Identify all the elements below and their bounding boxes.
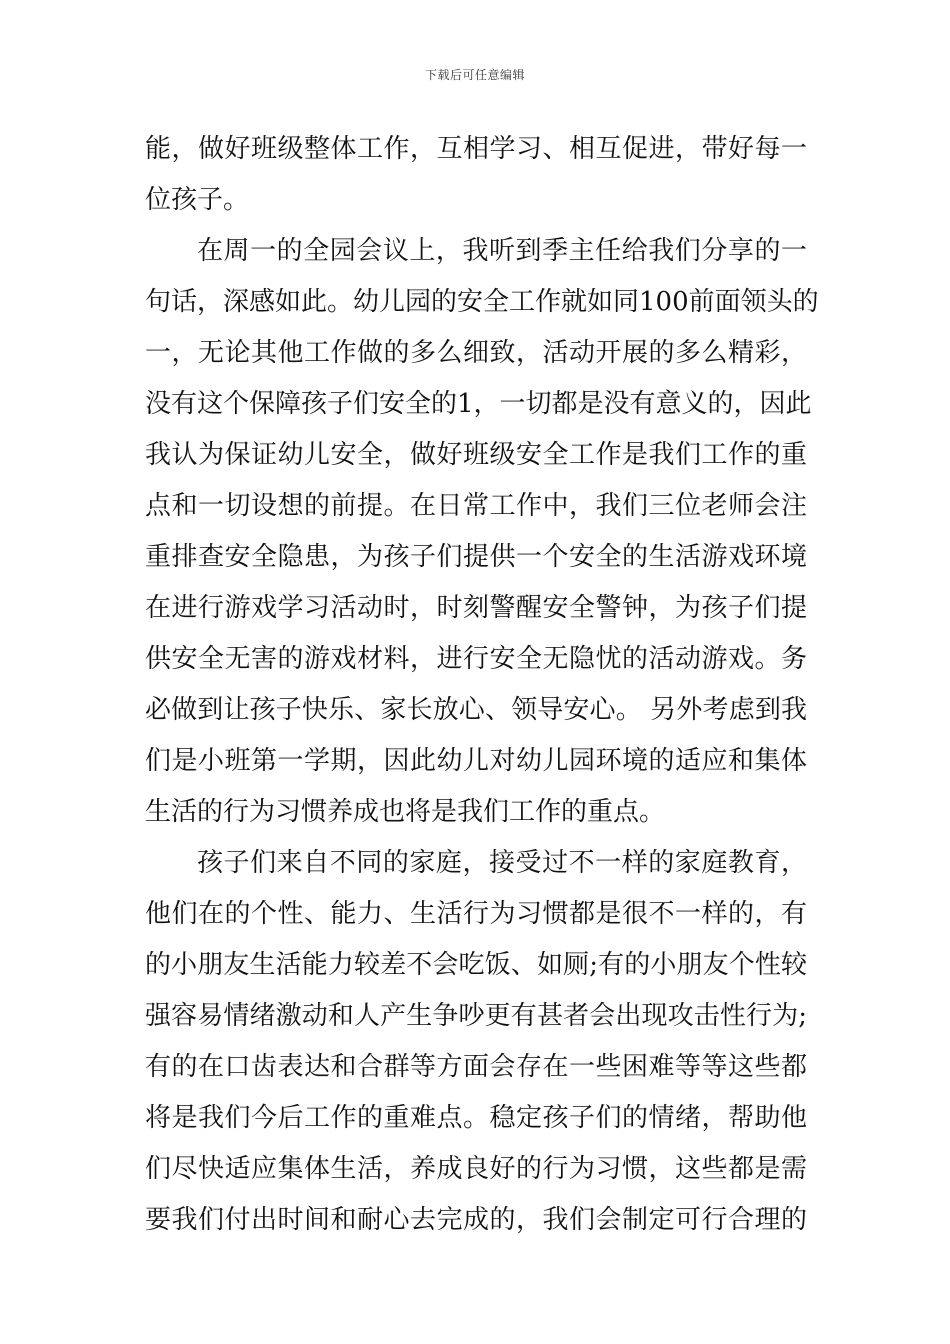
text-line: 点和一切设想的前提。在日常工作中，我们三位老师会注 xyxy=(145,491,807,521)
text-line: 强容易情绪激动和人产生争吵更有甚者会出现攻击性行为; xyxy=(145,1001,807,1031)
text-line: 重排查安全隐患，为孩子们提供一个安全的生活游戏环境 xyxy=(145,542,807,572)
text-line: 要我们付出时间和耐心去完成的，我们会制定可行合理的 xyxy=(145,1205,807,1235)
text-line: 句话，深感如此。幼儿园的安全工作就如同100前面领头的 xyxy=(145,287,819,317)
header-note: 下载后可任意编辑 xyxy=(424,68,525,82)
text-line: 位孩子。 xyxy=(145,185,250,215)
body-text xyxy=(145,124,819,1246)
text-line: 的小朋友生活能力较差不会吃饭、如厕;有的小朋友个性较 xyxy=(145,950,807,980)
text-line: 们尽快适应集体生活，养成良好的行为习惯，这些都是需 xyxy=(145,1154,807,1184)
text-line: 们是小班第一学期，因此幼儿对幼儿园环境的适应和集体 xyxy=(145,746,807,776)
text-line: 必做到让孩子快乐、家长放心、领导安心。 另外考虑到我 xyxy=(145,695,807,725)
text-line: 有的在口齿表达和合群等方面会存在一些困难等等这些都 xyxy=(145,1052,807,1082)
text-line: 生活的行为习惯养成也将是我们工作的重点。 xyxy=(145,797,666,827)
text-line: 一，无论其他工作做的多么细致，活动开展的多么精彩， xyxy=(145,338,807,368)
text-line: 供安全无害的游戏材料，进行安全无隐忧的活动游戏。务 xyxy=(145,644,807,674)
text-line: 将是我们今后工作的重难点。稳定孩子们的情绪，帮助他 xyxy=(145,1103,807,1133)
text-line: 能，做好班级整体工作，互相学习、相互促进，带好每一 xyxy=(145,134,807,164)
text-line: 孩子们来自不同的家庭，接受过不一样的家庭教育， xyxy=(197,848,807,878)
text-line: 在进行游戏学习活动时，时刻警醒安全警钟，为孩子们提 xyxy=(145,593,807,623)
text-line: 我认为保证幼儿安全，做好班级安全工作是我们工作的重 xyxy=(145,440,807,470)
text-line: 在周一的全园会议上，我听到季主任给我们分享的一 xyxy=(197,236,807,266)
text-line: 他们在的个性、能力、生活行为习惯都是很不一样的，有 xyxy=(145,899,807,929)
text-line: 没有这个保障孩子们安全的1，一切都是没有意义的，因此 xyxy=(145,389,812,419)
